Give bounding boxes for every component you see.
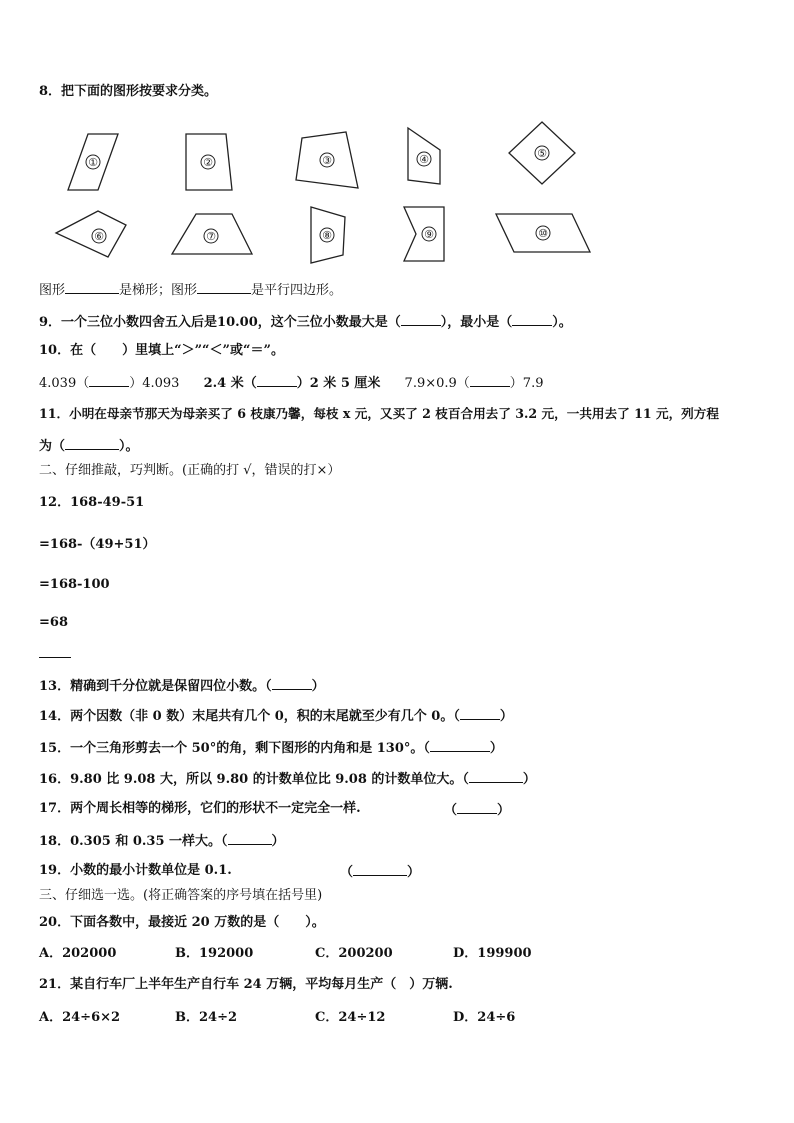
blank-q19[interactable] [353,863,407,876]
blank-q10-1[interactable] [89,374,129,387]
blank-q11[interactable] [65,437,119,450]
q11-line2: 为（ ）。 [39,439,139,454]
q12-line2: =168-（49+51） [39,537,156,552]
svg-text:⑦: ⑦ [206,230,216,243]
svg-text:⑩: ⑩ [538,227,548,240]
q19: 19．小数的最小计数单位是 0.1. [39,863,232,878]
blank-q9-min[interactable] [512,313,552,326]
q20-option-b[interactable]: B．192000 [175,946,254,961]
blank-q14[interactable] [460,707,500,720]
shape-6 [52,207,132,263]
q9: 9．一个三位小数四舍五入后是10.00，这个三位小数最大是（ ），最小是（ ）。 [39,315,572,330]
blank-q17[interactable] [457,801,497,814]
svg-text:⑤: ⑤ [537,147,547,160]
shape-10 [492,210,597,256]
shape-8 [305,205,355,265]
section-3-heading: 三、仔细选一选。(将正确答案的序号填在括号里) [39,888,323,903]
q15: 15．一个三角形剪去一个 50°的角，剩下图形的内角和是 130°。（ ） [39,741,503,756]
shape-2 [180,130,245,195]
q12-answer-blank[interactable] [39,657,71,658]
q18: 18．0.305 和 0.35 一样大。（ ） [39,834,285,849]
q19-paren: （ ） [340,865,421,880]
blank-parallelogram[interactable] [197,281,251,294]
q21-option-d[interactable]: D．24÷6 [453,1010,516,1025]
q8-classify: 图形 是梯形；图形 是平行四边形。 [39,283,343,298]
q10-items: 4.039（ ）4.093 2.4 米（ ）2 米 5 厘米 7.9×0.9（ ）7.9 [39,376,544,391]
blank-q18[interactable] [228,832,272,845]
q20-option-a[interactable]: A．202000 [39,946,117,961]
q17-paren: （ ） [444,803,511,818]
blank-q9-max[interactable] [401,313,441,326]
section-2-heading: 二、仔细推敲，巧判断。(正确的打 √，错误的打×） [39,463,341,478]
shape-3 [290,128,370,194]
q16: 16．9.80 比 9.08 大，所以 9.80 的计数单位比 9.08 的计数单位大。（ ） [39,772,536,787]
svg-text:①: ① [88,156,98,169]
q17: 17．两个周长相等的梯形，它们的形状不一定完全一样. [39,801,361,816]
shape-9 [400,205,455,265]
svg-text:②: ② [203,156,213,169]
svg-text:⑥: ⑥ [94,230,104,243]
q8-title: 8．把下面的图形按要求分类。 [39,84,218,99]
q21-option-b[interactable]: B．24÷2 [175,1010,238,1025]
blank-q10-2[interactable] [257,374,297,387]
q21-option-a[interactable]: A．24÷6×2 [39,1010,121,1025]
q12-line3: =168-100 [39,577,110,592]
svg-text:⑨: ⑨ [424,228,434,241]
blank-q13[interactable] [272,677,312,690]
q21-text: 21．某自行车厂上半年生产自行车 24 万辆，平均每月生产（ ）万辆. [39,977,453,992]
q20-option-d[interactable]: D．199900 [453,946,532,961]
q12-line4: =68 [39,615,68,630]
shape-4 [400,124,450,194]
q12-line1: 12．168-49-51 [39,495,145,510]
q13: 13．精确到千分位就是保留四位小数。（ ） [39,679,325,694]
blank-trapezoid[interactable] [65,281,119,294]
q10-title: 10．在（ ）里填上“＞”“＜”或“＝”。 [39,343,284,358]
svg-text:④: ④ [419,153,429,166]
q14: 14．两个因数（非 0 数）末尾共有几个 0，积的末尾就至少有几个 0。（ ） [39,709,513,724]
shape-7 [168,210,258,260]
shape-1 [60,130,125,195]
blank-q16[interactable] [469,770,523,783]
blank-q15[interactable] [430,739,490,752]
svg-text:⑧: ⑧ [322,229,332,242]
q21-option-c[interactable]: C．24÷12 [315,1010,386,1025]
shape-5 [505,120,580,188]
q20-text: 20．下面各数中，最接近 20 万数的是（ ）。 [39,915,325,930]
q20-option-c[interactable]: C．200200 [315,946,393,961]
q11-line1: 11．小明在母亲节那天为母亲买了 6 枝康乃馨，每枝 x 元，又买了 2 枝百合用去了 3.2 元，一共用去了 11 元，列方程 [39,406,719,421]
blank-q10-3[interactable] [470,374,510,387]
svg-text:③: ③ [322,154,332,167]
